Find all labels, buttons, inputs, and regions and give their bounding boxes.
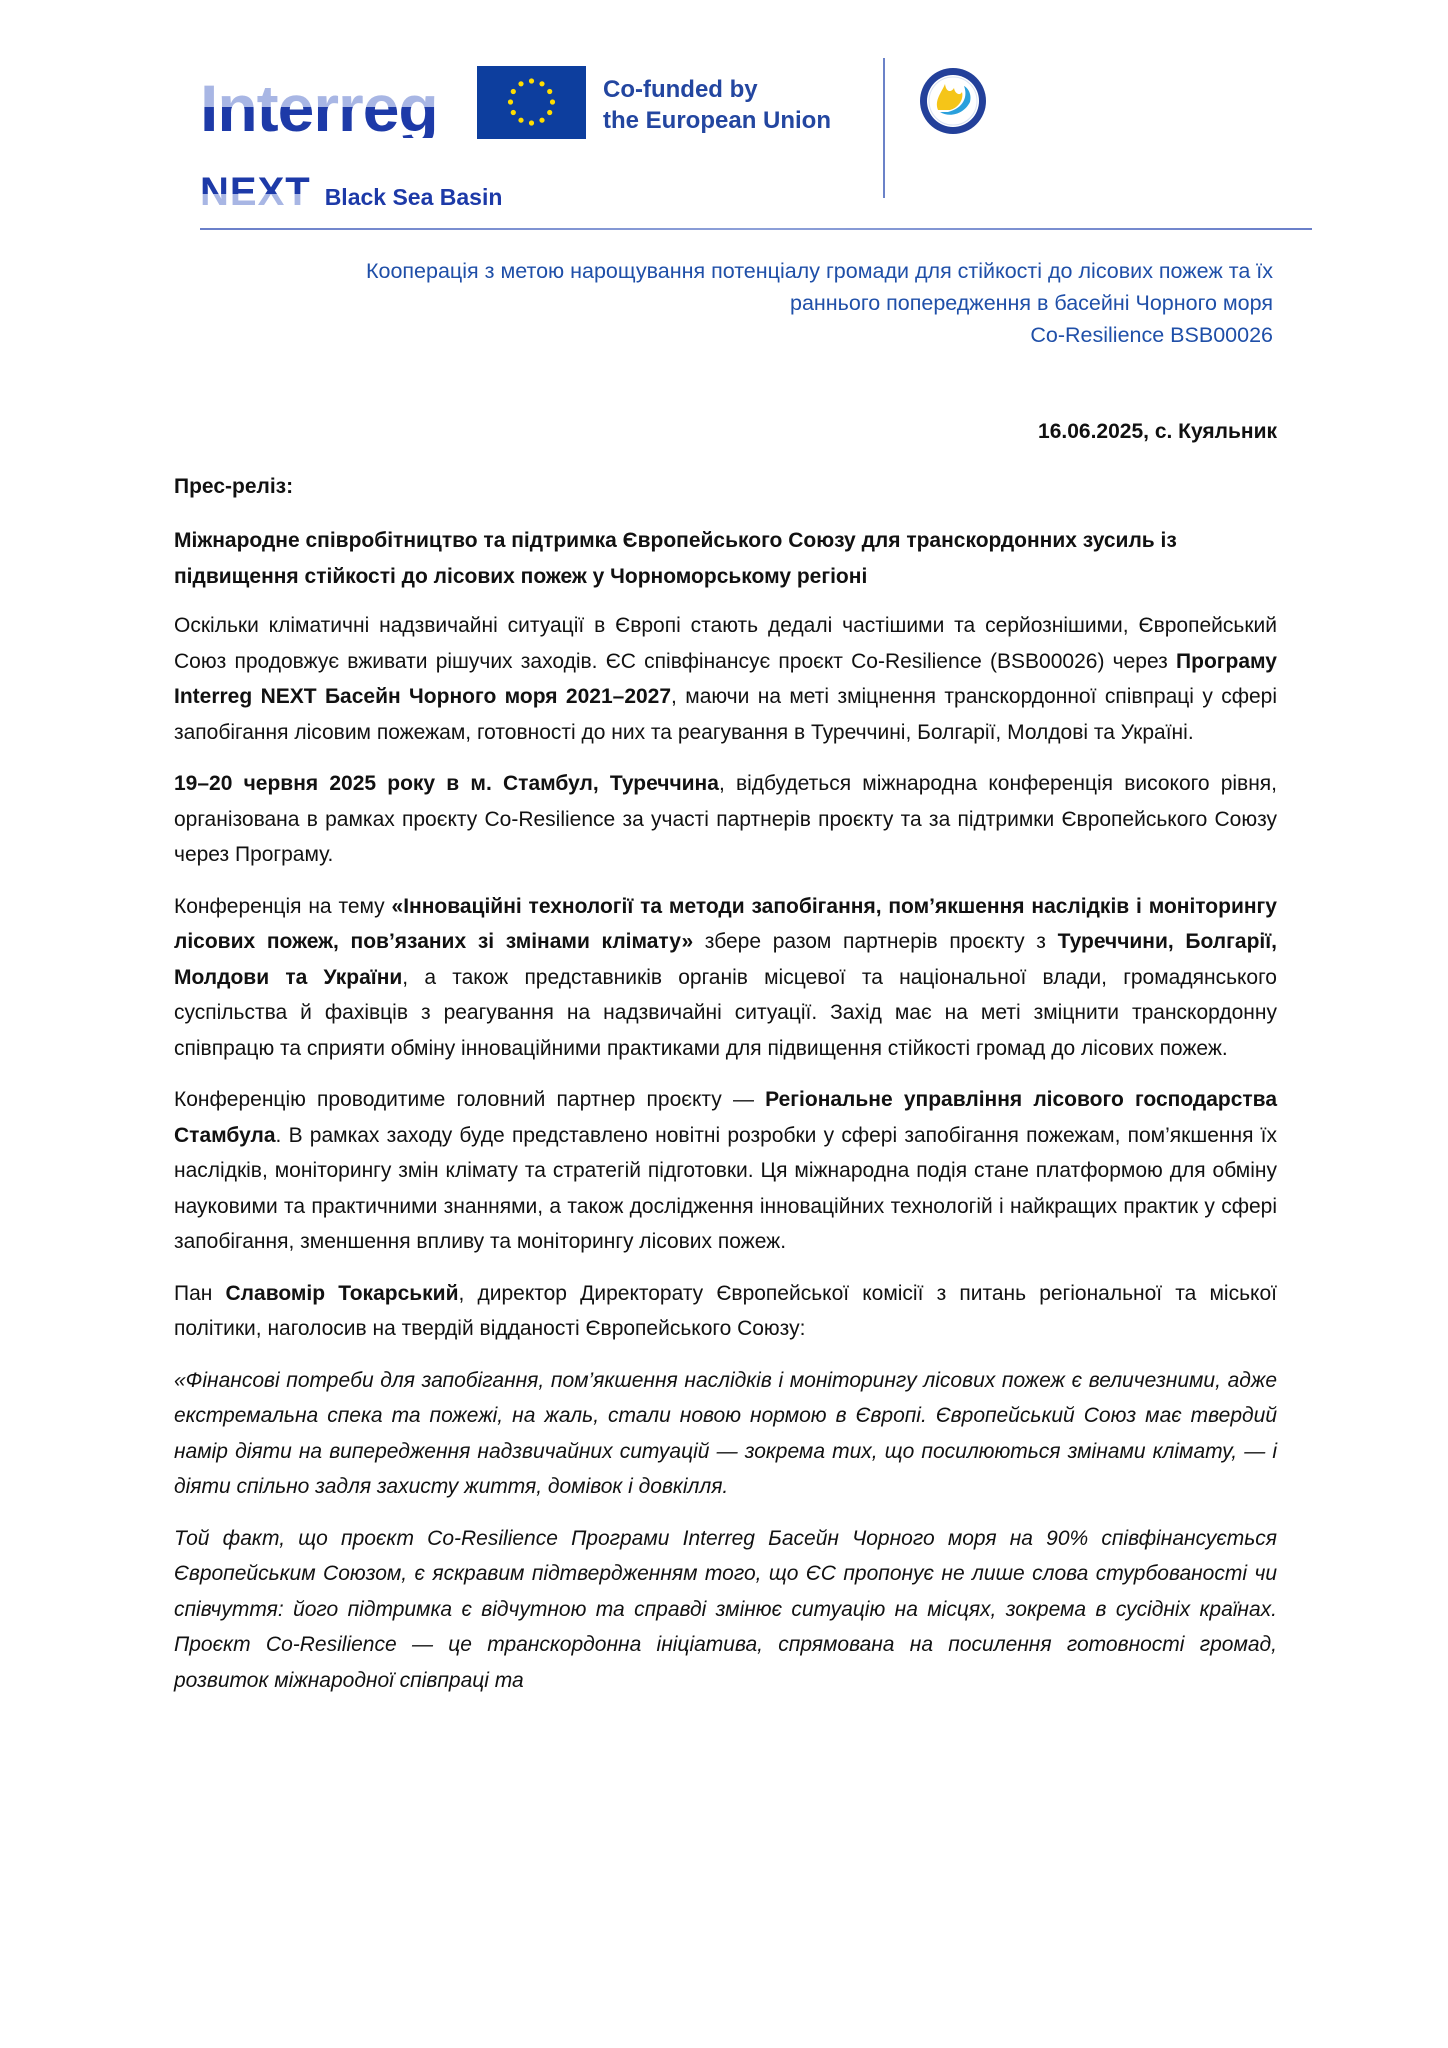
cofunded-line-2: the European Union <box>603 107 831 134</box>
press-release-headline: Міжнародне співробітництво та підтримка Європейського Союзу для транскордонних зусиль із підвищення стійкості до лісових пожеж у Чорноморському регіоні <box>174 529 1177 588</box>
header-horizontal-divider <box>200 228 1312 230</box>
text-run: , директор Директорату Європейської комісії з питань регіональної та міської політики, наголосив на твердій відданості Європейського Союзу: <box>174 1281 1277 1340</box>
paragraph-1 <box>174 608 1277 750</box>
header-vertical-divider <box>883 58 885 198</box>
text-run: збере разом партнерів проєкту з <box>693 930 1058 953</box>
cofunded-line-1: Co-funded by <box>603 76 758 103</box>
text-run: Оскільки кліматичні надзвичайні ситуації в Європі стають дедалі частішими та серйознішими, Європейський Союз продовжує вживати рішучих заходів. ЄС співфінансує проєкт Co-Resilience (BSB00026) через <box>174 614 1277 673</box>
text-run: Конференцію проводитиме головний партнер проєкту — <box>174 1088 766 1111</box>
conference-theme-bold: «Інноваційні технології та методи запобігання, пом’якшення наслідків і моніторингу лісових пожеж, пов’язаних зі змінами клімату» <box>174 894 1277 953</box>
paragraph-3 <box>174 889 1277 1067</box>
paragraph-5 <box>174 1276 1277 1347</box>
lead-partner-bold: Регіональне управління лісового господарства Стамбула <box>174 1088 1277 1147</box>
programme-name-bold: Програму Interreg NEXT Басейн Чорного моря 2021–2027 <box>174 649 1277 708</box>
next-black-sea-logo <box>200 172 502 212</box>
text-run: , а також представників органів місцевої та національної влади, громадянського суспільства й фахівців з реагування на надзвичайні ситуації. Захід має на меті зміцнити транскордонну співпрацю та сприяти обміну інноваційними практиками для підвищення стійкості громад до лісових пожеж. <box>174 965 1277 1060</box>
project-title <box>173 255 1273 351</box>
partner-countries-bold: Туреччини, Болгарії, Молдови та України <box>174 930 1277 989</box>
quote-paragraph-2: Той факт, що проєкт Co-Resilience Програми Interreg Басейн Чорного моря на 90% співфінансується Європейським Союзом, є яскравим підтвердженням того, що ЄС пропонує не лише слова стурбованості чи співчуття: його підтримка є відчутною та справді змінює ситуацію на місцях, зокрема в сусідніх країнах. Проєкт Co-Resilience — це транскордонна ініціатива, спрямована на посилення готовності громад, розвиток міжнародної співпраці та <box>174 1526 1277 1692</box>
interreg-wordmark: Interreg <box>200 78 445 138</box>
quote-paragraph-1: «Фінансові потреби для запобігання, пом’якшення наслідків і моніторингу лісових пожеж є величезними, адже екстремальна спека та пожежі, на жаль, стали новою нормою в Європі. Європейський Союз має твердий намір діяти на випередження надзвичайних ситуацій — зокрема тих, що посилюються змінами клімату, — і діяти спільно задля захисту життя, домівок і довкілля. <box>174 1368 1277 1498</box>
press-release-label: Прес-реліз: <box>174 474 294 498</box>
next-wordmark: NEXT <box>200 170 311 214</box>
text-run: , відбудеться міжнародна конференція високого рівня, організована в рамках проєкту Co-Resilience за участі партнерів проєкту та за підтримки Європейського Союзу через Програму. <box>174 772 1278 866</box>
eu-cofunded-label <box>603 74 831 136</box>
eu-stars-icon <box>477 66 586 139</box>
speaker-name-bold: Славомір Токарський <box>225 1281 459 1305</box>
event-date-location-bold: 19–20 червня 2025 року в м. Стамбул, Туреччина <box>174 772 719 795</box>
project-title-line-2: раннього попередження в басейні Чорного моря <box>790 291 1273 315</box>
text-run: , маючи на меті зміцнення транскордонної співпраці у сфері запобігання лісовим пожежам, готовності до них та реагування в Туреччині, Болгарії, Молдові та Україні. <box>174 685 1278 744</box>
project-title-line-1: Кооперація з метою нарощування потенціалу громади для стійкості до лісових пожеж та їх <box>365 259 1273 283</box>
text-run: Конференція на тему <box>174 894 392 918</box>
interreg-logo <box>200 71 445 145</box>
project-code: Co-Resilience BSB00026 <box>1030 323 1273 347</box>
text-run: . В рамках заходу буде представлено новітні розробки у сфері запобігання пожежам, пом’якшення їх наслідків, моніторингу змін клімату та стратегій підготовки. Ця міжнародна подія стане платформою для обміну науковими та практичними знаннями, а також дослідження інноваційних технологій і найкращих практик у сфері запобігання, зменшення впливу та моніторингу лісових пожеж. <box>174 1123 1277 1253</box>
text-run: Пан <box>174 1281 226 1305</box>
paragraph-4 <box>174 1082 1277 1260</box>
programme-name: Black Sea Basin <box>324 184 503 210</box>
date-location: 16.06.2025, с. Куяльник <box>1038 420 1277 443</box>
paragraph-2 <box>174 766 1277 873</box>
co-resilience-logo-icon <box>918 66 988 136</box>
press-release-body <box>174 414 1277 1714</box>
eu-flag-icon <box>477 66 586 139</box>
